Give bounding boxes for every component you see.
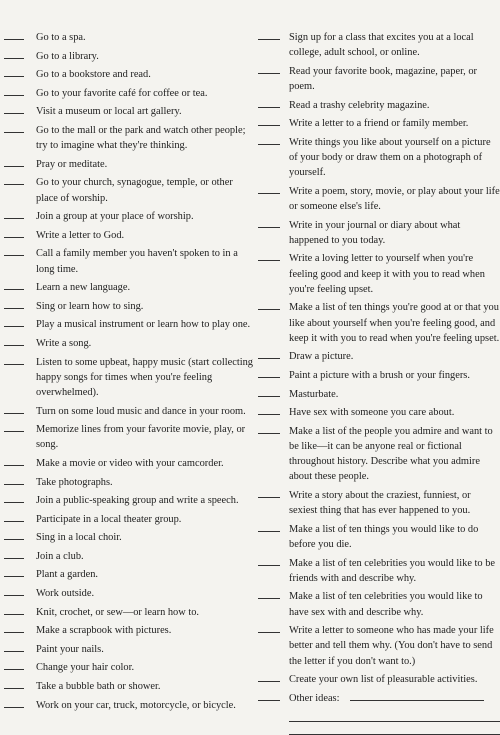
checkbox-blank-line[interactable]: [4, 642, 24, 652]
activity-item: [4, 355, 254, 401]
activity-item: [258, 672, 500, 687]
activity-item: [4, 30, 254, 45]
checkbox-blank-line[interactable]: [4, 104, 24, 114]
activity-text: Take a bubble bath or shower.: [36, 681, 161, 693]
activity-text: Write a poem, story, movie, or play about your life or someone else's life.: [289, 185, 500, 212]
activity-item: [4, 605, 254, 620]
activity-item: [4, 336, 254, 351]
checkbox-blank-line[interactable]: [258, 387, 280, 397]
activity-text: Masturbate.: [289, 388, 339, 400]
activity-item: [258, 405, 500, 420]
activity-text: Join a group at your place of worship.: [36, 211, 194, 223]
activity-text: Paint a picture with a brush or your fingers.: [289, 369, 470, 381]
checkbox-blank-line[interactable]: [4, 530, 24, 540]
checkbox-blank-line[interactable]: [4, 67, 24, 77]
checkbox-blank-line[interactable]: [4, 280, 24, 290]
activity-text: Have sex with someone you care about.: [289, 407, 455, 419]
activity-item: [4, 123, 254, 153]
checkbox-blank-line[interactable]: [258, 300, 280, 310]
checkbox-blank-line[interactable]: [258, 691, 280, 701]
checkbox-blank-line[interactable]: [258, 556, 280, 566]
checkbox-blank-line[interactable]: [4, 422, 24, 432]
activity-item: [258, 424, 500, 485]
activity-item: [4, 679, 254, 694]
checkbox-blank-line[interactable]: [4, 512, 24, 522]
checkbox-blank-line[interactable]: [4, 698, 24, 708]
activity-text: Sing or learn how to sing.: [36, 300, 144, 312]
activity-item: [258, 98, 500, 113]
checkbox-blank-line[interactable]: [4, 355, 24, 365]
checkbox-blank-line[interactable]: [4, 336, 24, 346]
checkbox-blank-line[interactable]: [4, 679, 24, 689]
activity-item: [258, 488, 500, 518]
activity-text: Change your hair color.: [36, 662, 135, 674]
checkbox-blank-line[interactable]: [4, 123, 24, 133]
checkbox-blank-line[interactable]: [4, 623, 24, 633]
checkbox-blank-line[interactable]: [4, 549, 24, 559]
activity-text: Write in your journal or diary about what happened to you today.: [289, 219, 461, 246]
activity-item: [4, 512, 254, 527]
checkbox-blank-line[interactable]: [258, 30, 280, 40]
activity-item: [4, 49, 254, 64]
checkbox-blank-line[interactable]: [4, 30, 24, 40]
activity-text: Make a scrapbook with pictures.: [36, 625, 172, 637]
checkbox-blank-line[interactable]: [4, 246, 24, 256]
activity-item: [4, 422, 254, 452]
activity-item: [258, 30, 500, 60]
checkbox-blank-line[interactable]: [258, 672, 280, 682]
checkbox-blank-line[interactable]: [4, 660, 24, 670]
checkbox-blank-line[interactable]: [4, 493, 24, 503]
activity-text: Read your favorite book, magazine, paper, or poem.: [289, 65, 477, 92]
checkbox-blank-line[interactable]: [258, 405, 280, 415]
activity-item: [4, 67, 254, 82]
checkbox-blank-line[interactable]: [258, 522, 280, 532]
activity-text: Paint your nails.: [36, 643, 104, 655]
checkbox-blank-line[interactable]: [258, 251, 280, 261]
activity-text: Memorize lines from your favorite movie, play, or song.: [36, 424, 246, 451]
activity-text: Work on your car, truck, motorcycle, or bicycle.: [36, 699, 236, 711]
activity-item: [4, 567, 254, 582]
other-ideas-extra-line[interactable]: [289, 709, 500, 722]
checkbox-blank-line[interactable]: [258, 116, 280, 126]
activity-text: Work outside.: [36, 588, 95, 600]
activity-item: [4, 209, 254, 224]
activity-text: Make a list of ten celebrities you would like to be friends with and describe why.: [289, 557, 496, 584]
activity-text: Play a musical instrument or learn how to play one.: [36, 319, 251, 331]
activity-text: Call a family member you haven't spoken to in a long time.: [36, 248, 238, 275]
activity-text: Learn a new language.: [36, 282, 131, 294]
checkbox-blank-line[interactable]: [258, 349, 280, 359]
activity-item: [4, 175, 254, 205]
checkbox-blank-line[interactable]: [258, 368, 280, 378]
activity-text: Pray or meditate.: [36, 158, 108, 170]
activity-item: [4, 475, 254, 490]
other-ideas-extra-line[interactable]: [289, 722, 500, 735]
activity-text: Sign up for a class that excites you at a local college, adult school, or online.: [289, 32, 474, 59]
activity-text: Read a trashy celebrity magazine.: [289, 99, 430, 111]
activity-item: [4, 642, 254, 657]
checkbox-blank-line[interactable]: [4, 404, 24, 414]
activity-text: Write things you like about yourself on a picture of your body or draw them on a photograph of yourself.: [289, 136, 491, 179]
other-ideas-field: [289, 691, 500, 706]
activity-item: [4, 549, 254, 564]
checkbox-blank-line[interactable]: [258, 589, 280, 599]
activity-text: Go to your favorite café for coffee or tea.: [36, 87, 208, 99]
checkbox-blank-line[interactable]: [4, 49, 24, 59]
activity-item: [4, 493, 254, 508]
activity-item: [258, 556, 500, 586]
activity-text: Make a movie or video with your camcorder.: [36, 457, 224, 469]
checkbox-blank-line[interactable]: [4, 86, 24, 96]
activity-text: Participate in a local theater group.: [36, 513, 182, 525]
activity-text: Sing in a local choir.: [36, 532, 122, 544]
activity-text: Make a list of ten celebrities you would like to have sex with and describe why.: [289, 591, 483, 618]
activity-text: Write a story about the craziest, funniest, or sexiest thing that has ever happened to you.: [289, 489, 471, 517]
activity-item: [4, 698, 254, 713]
activity-text: Go to a bookstore and read.: [36, 69, 151, 81]
checkbox-blank-line[interactable]: [4, 317, 24, 327]
activity-item: [258, 64, 500, 94]
right-activity-list: [258, 30, 500, 735]
activity-text: Go to a library.: [36, 50, 99, 62]
activity-item: [4, 299, 254, 314]
activity-text: Make a list of ten things you're good at or that you like about yourself when you're feeling good, and keep it with you to read when you're feeling upset.: [289, 302, 500, 344]
activity-item: [258, 251, 500, 297]
checkbox-blank-line[interactable]: [258, 135, 280, 145]
activity-item: [4, 660, 254, 675]
checkbox-blank-line[interactable]: [4, 605, 24, 615]
activity-item: [258, 218, 500, 248]
activity-item: [4, 404, 254, 419]
activity-item: [258, 387, 500, 402]
checkbox-blank-line[interactable]: [258, 488, 280, 498]
activity-text: Write a letter to God.: [36, 229, 125, 241]
activity-text: Join a public-speaking group and write a speech.: [36, 495, 239, 507]
activity-item: [258, 623, 500, 669]
checkbox-blank-line[interactable]: [258, 98, 280, 108]
checkbox-blank-line[interactable]: [4, 209, 24, 219]
activity-text: Go to a spa.: [36, 32, 86, 43]
activity-item: [4, 623, 254, 638]
activity-text: Create your own list of pleasurable activities.: [289, 674, 478, 686]
checkbox-blank-line[interactable]: [258, 218, 280, 228]
activity-item: [4, 86, 254, 101]
checkbox-blank-line[interactable]: [4, 475, 24, 485]
checkbox-blank-line[interactable]: [4, 567, 24, 577]
activity-text: Write a loving letter to yourself when you're feeling good and keep it with you to read when you're feeling upset.: [289, 253, 485, 295]
checkbox-blank-line[interactable]: [258, 64, 280, 74]
checkbox-blank-line[interactable]: [4, 157, 24, 167]
activity-text: Turn on some loud music and dance in your room.: [36, 405, 246, 417]
activity-item: [4, 456, 254, 471]
checkbox-blank-line[interactable]: [4, 586, 24, 596]
checkbox-blank-line[interactable]: [258, 184, 280, 194]
activity-text: Take photographs.: [36, 476, 113, 488]
activity-item: [4, 280, 254, 295]
checkbox-blank-line[interactable]: [4, 175, 24, 185]
other-ideas-write-line[interactable]: [350, 691, 484, 701]
activity-text: Make a list of ten things you would like to do before you die.: [289, 523, 479, 550]
checkbox-blank-line[interactable]: [4, 228, 24, 238]
activity-text: Listen to some upbeat, happy music (start collecting happy songs for times when you're feeling overwhelmed).: [36, 356, 253, 398]
activity-item: [258, 184, 500, 214]
activity-text: Go to your church, synagogue, temple, or other place of worship.: [36, 177, 233, 204]
checkbox-blank-line[interactable]: [258, 424, 280, 434]
activity-item: [4, 228, 254, 243]
activity-item: [258, 300, 500, 346]
activity-text: Write a song.: [36, 337, 92, 349]
activity-item: [4, 104, 254, 119]
activity-text: Visit a museum or local art gallery.: [36, 106, 182, 118]
checkbox-blank-line[interactable]: [4, 299, 24, 309]
activity-item: [4, 246, 254, 276]
activity-text: Go to the mall or the park and watch other people; try to imagine what they're thinking.: [36, 124, 246, 152]
activity-item: [4, 317, 254, 332]
checkbox-blank-line[interactable]: [258, 623, 280, 633]
activity-item: [258, 368, 500, 383]
activity-item: [258, 135, 500, 181]
activity-item: [4, 530, 254, 545]
activity-item: [258, 116, 500, 131]
activity-item: [4, 157, 254, 172]
activity-text: Write a letter to a friend or family member.: [289, 118, 469, 130]
checkbox-blank-line[interactable]: [4, 456, 24, 466]
activity-text: Draw a picture.: [289, 351, 354, 363]
activity-item: [4, 586, 254, 601]
other-ideas-label: Other ideas:: [289, 692, 340, 704]
activity-item: [258, 522, 500, 552]
activity-item: [258, 349, 500, 364]
left-activity-list: [4, 30, 254, 716]
activity-text: Make a list of the people you admire and want to be like—it can be anyone real or fictional throughout history. Describe what you admire about these people.: [289, 425, 493, 483]
activity-text: Knit, crochet, or sew—or learn how to.: [36, 606, 200, 618]
activity-text: Join a club.: [36, 550, 84, 562]
activity-item: [258, 589, 500, 619]
activity-text: Plant a garden.: [36, 569, 99, 581]
other-ideas-row: [258, 691, 500, 706]
activity-text: Write a letter to someone who has made your life better and tell them why. (You don't have to send the letter if you don't want to.): [289, 625, 494, 667]
